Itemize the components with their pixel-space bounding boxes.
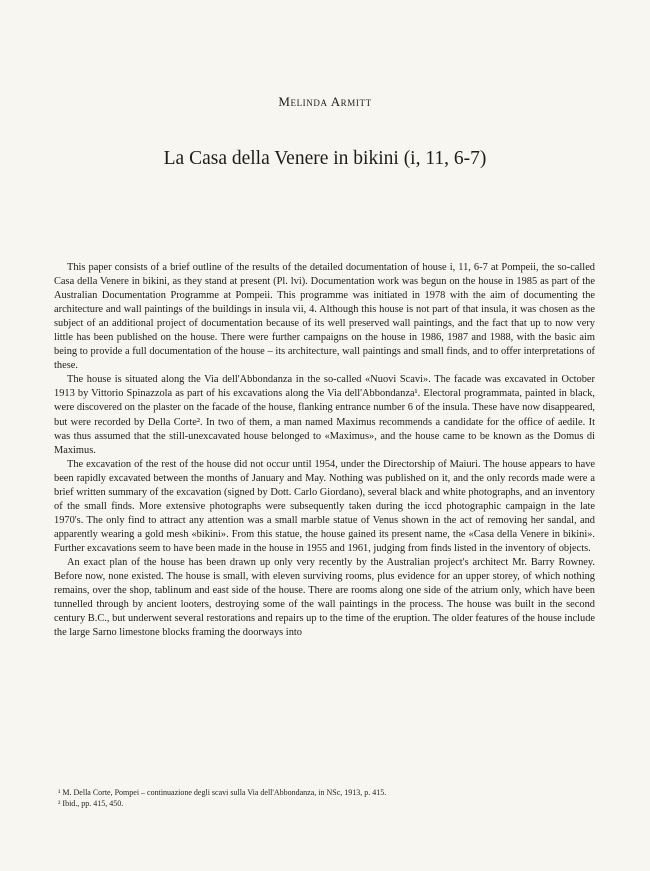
footnote: ¹ M. Della Corte, Pompei – continuazione degli scavi sulla Via dell'Abbondanza, in NSc, 1913, p. 415. — [58, 788, 387, 797]
footnotes — [58, 787, 588, 809]
paragraph: This paper consists of a brief outline of the results of the detailed documentation of house i, 11, 6-7 at Pompeii, the so-called Casa della Venere in bikini, as they stand at present (Pl. lvi). Documentation work was begun on the house in 1985 as part of the Australian Documentation Programme at Pompeii. This programme was initiated in 1978 with the aim of documenting the architecture and wall paintings of the buildings in insula vii, 4. Although this house is not part of that insula, it was chosen as the subject of an additional project of documentation because of its well preserved wall paintings, and the fact that up to now very little has been published on the house. There were further campaigns on the house in 1986, 1987 and 1988, with the basic aim being to provide a full documentation of the house – its architecture, wall paintings and small finds, and to offer interpretations of these. — [54, 262, 595, 372]
author-name: Melinda Armitt — [278, 94, 372, 109]
article-title: La Casa della Venere in bikini (i, 11, 6-7) — [163, 148, 487, 169]
article-body — [54, 261, 595, 640]
paragraph: An exact plan of the house has been drawn up only very recently by the Australian project's architect Mr. Barry Rowney. Before now, none existed. The house is small, with eleven surviving rooms, plus evidence for an upper storey, of which nothing remains, over the shop, tablinum and east side of the house. There are rooms along one side of the atrium only, which have been tunnelled through by ancient looters, destroying some of the wall paintings in the process. The house was built in the second century B.C., but underwent several restorations and repairs up to the time of the eruption. The older features of the house include the large Sarno limestone blocks framing the doorways into — [54, 556, 595, 639]
paragraph: The house is situated along the Via dell'Abbondanza in the so-called «Nuovi Scavi». The facade was excavated in October 1913 by Vittorio Spinazzola as part of his excavations along the Via dell'Abbondanza¹. Electoral programmata, painted in black, were discovered on the plaster on the facade of the house, flanking entrance number 6 of the insula. These have now disappeared, but were recorded by Della Corte². In two of them, a man named Maximus recommends a candidate for the office of aedile. It was thus assumed that the still-unexcavated house belonged to «Maximus», and the house came to be known as the Domus di Maximus. — [54, 374, 595, 456]
paragraph: The excavation of the rest of the house did not occur until 1954, under the Directorship of Maiuri. The house appears to have been rapidly excavated between the months of January and May. Nothing was published on it, and the only records made were a brief written summary of the excavation (signed by Dott. Carlo Giordano), several black and white photographs, and an inventory of the small finds. More extensive photographs were subsequently taken during the iccd photographic campaign in the late 1970's. The only find to attract any attention was a small marble statue of Venus shown in the act of removing her sandal, and apparently wearing a gold mesh «bikini». From this statue, the house gained its present name, the «Casa della Venere in bikini». Further excavations seem to have been made in the house in 1955 and 1961, judging from finds listed in the inventory of objects. — [54, 458, 595, 554]
footnote: ² Ibid., pp. 415, 450. — [58, 799, 124, 808]
